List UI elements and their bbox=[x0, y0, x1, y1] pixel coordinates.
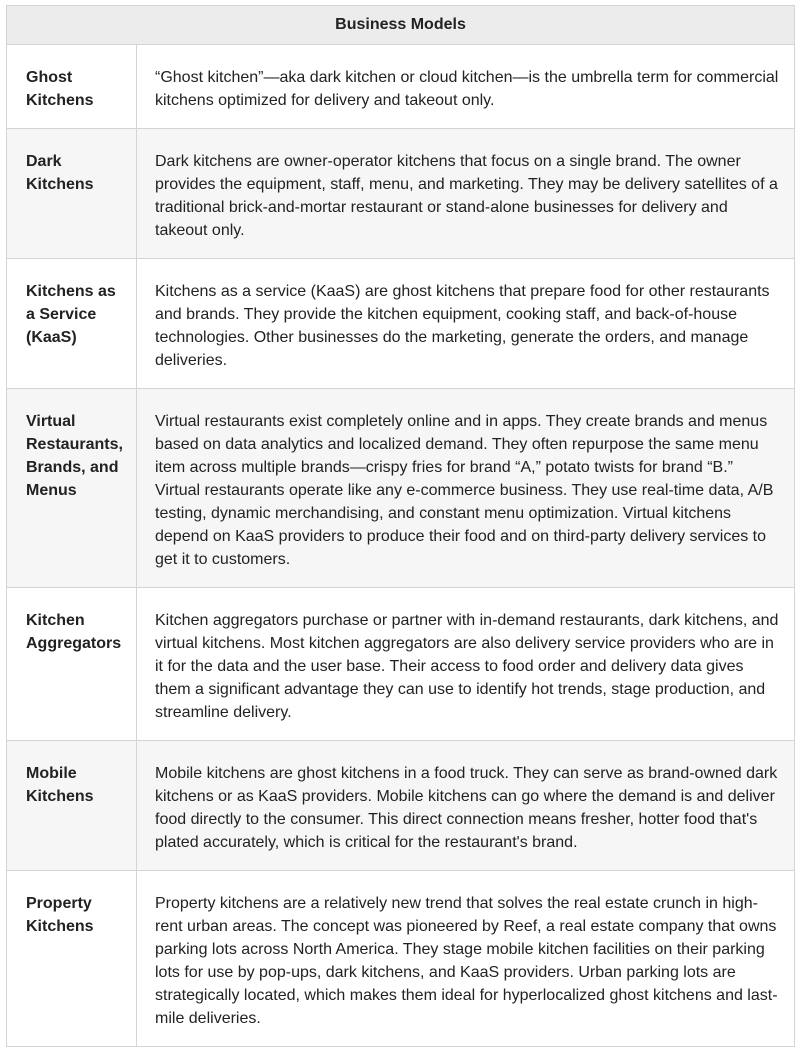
table-row bbox=[7, 588, 795, 741]
business-models-table bbox=[6, 5, 795, 1047]
table-row bbox=[7, 259, 795, 389]
table-row bbox=[7, 871, 795, 1047]
table-row bbox=[7, 45, 795, 129]
model-name: Mobile Kitchens bbox=[7, 741, 137, 871]
model-name: Property Kitchens bbox=[7, 871, 137, 1047]
model-description: Mobile kitchens are ghost kitchens in a food truck. They can serve as brand-owned dark kitchens or as KaaS providers. Mobile kitchens can go where the demand is and deliver food directly to the consumer. This direct connection means fresher, hotter food that's plated accurately, which is critical for the restaurant's brand. bbox=[137, 741, 795, 871]
model-description: Property kitchens are a relatively new trend that solves the real estate crunch in high-rent urban areas. The concept was pioneered by Reef, a real estate company that owns parking lots across North America. They stage mobile kitchen facilities on their parking lots for use by pop-ups, dark kitchens, and KaaS providers. Urban parking lots are strategically located, which makes them ideal for hyperlocalized ghost kitchens and last-mile deliveries. bbox=[137, 871, 795, 1047]
model-name: Kitchens as a Service (KaaS) bbox=[7, 259, 137, 389]
model-description: Dark kitchens are owner-operator kitchens that focus on a single brand. The owner provides the equipment, staff, menu, and marketing. They may be delivery satellites of a traditional brick-and-mortar restaurant or stand-alone businesses for delivery and takeout only. bbox=[137, 129, 795, 259]
model-name: Virtual Restaurants, Brands, and Menus bbox=[7, 389, 137, 588]
model-description: Kitchen aggregators purchase or partner with in-demand restaurants, dark kitchens, and virtual kitchens. Most kitchen aggregators are also delivery service providers who are in it for the data and the user base. Their access to food order and delivery data gives them a significant advantage they can use to identify hot trends, stage production, and streamline delivery. bbox=[137, 588, 795, 741]
model-description: “Ghost kitchen”—aka dark kitchen or cloud kitchen—is the umbrella term for commercial kitchens optimized for delivery and takeout only. bbox=[137, 45, 795, 129]
table-header-row bbox=[7, 6, 795, 45]
model-name: Kitchen Aggregators bbox=[7, 588, 137, 741]
table-row bbox=[7, 389, 795, 588]
model-description: Kitchens as a service (KaaS) are ghost kitchens that prepare food for other restaurants and brands. They provide the kitchen equipment, cooking staff, and back-of-house technologies. Other businesses do the marketing, generate the orders, and manage deliveries. bbox=[137, 259, 795, 389]
table-row bbox=[7, 741, 795, 871]
model-description: Virtual restaurants exist completely online and in apps. They create brands and menus based on data analytics and localized demand. They often repurpose the same menu item across multiple brands—crispy fries for brand “A,” potato twists for brand “B.” Virtual restaurants operate like any e-commerce business. They use real-time data, A/B testing, dynamic merchandising, and constant menu optimization. Virtual kitchens depend on KaaS providers to produce their food and on third-party delivery services to get it to customers. bbox=[137, 389, 795, 588]
table-title: Business Models bbox=[7, 6, 795, 45]
model-name: Ghost Kitchens bbox=[7, 45, 137, 129]
model-name: Dark Kitchens bbox=[7, 129, 137, 259]
table-row bbox=[7, 129, 795, 259]
